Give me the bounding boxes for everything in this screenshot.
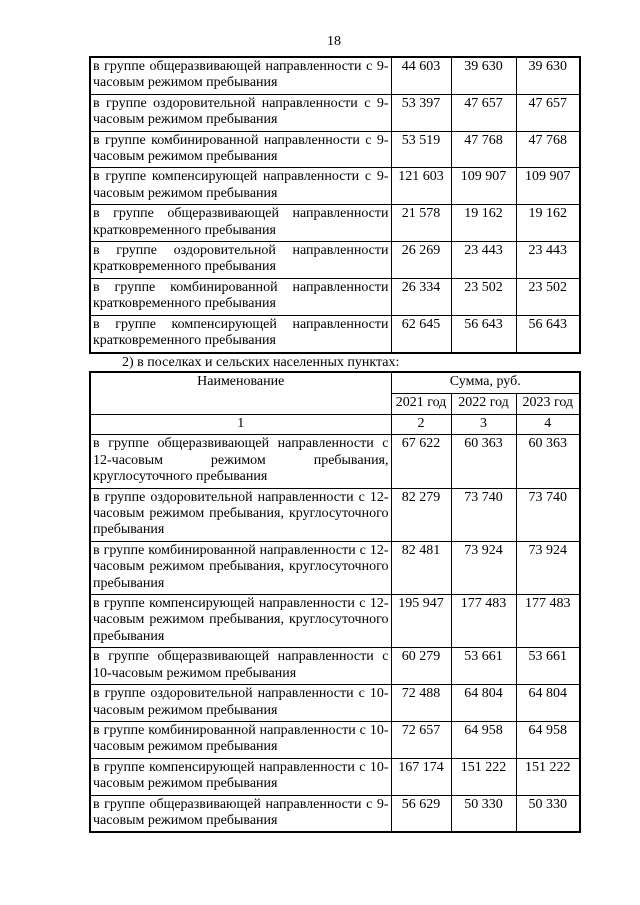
- table-row: [90, 94, 580, 131]
- column-number-row: [90, 415, 580, 435]
- table-row: [90, 57, 580, 94]
- column-header-year-2022: 2022 год: [451, 394, 516, 415]
- value-cell-2023: 64 958: [516, 721, 580, 758]
- value-cell-2021: 72 488: [391, 685, 451, 722]
- column-header-year-2023: 2023 год: [516, 394, 580, 415]
- name-cell: в группе общеразвивающей направленности кратковременного пребывания: [90, 205, 391, 242]
- value-cell-2021: 56 629: [391, 795, 451, 832]
- value-cell-2021: 26 269: [391, 242, 451, 279]
- value-cell-2022: 19 162: [451, 205, 516, 242]
- value-cell-2022: 177 483: [451, 595, 516, 648]
- name-cell: в группе общеразвивающей направленности с 9-часовым режимом пребывания: [90, 795, 391, 832]
- value-cell-2021: 167 174: [391, 758, 451, 795]
- value-cell-2023: 177 483: [516, 595, 580, 648]
- value-cell-2023: 64 804: [516, 685, 580, 722]
- value-cell-2021: 60 279: [391, 648, 451, 685]
- value-cell-2022: 50 330: [451, 795, 516, 832]
- value-cell-2023: 53 661: [516, 648, 580, 685]
- table-row: [90, 595, 580, 648]
- value-cell-2023: 19 162: [516, 205, 580, 242]
- value-cell-2022: 73 924: [451, 541, 516, 594]
- column-number: 1: [90, 415, 391, 435]
- value-cell-2023: 23 443: [516, 242, 580, 279]
- value-cell-2022: 56 643: [451, 315, 516, 352]
- table-row: [90, 242, 580, 279]
- name-cell: в группе общеразвивающей направленности с 9-часовым режимом пребывания: [90, 57, 391, 94]
- value-cell-2021: 82 481: [391, 541, 451, 594]
- column-number: 3: [451, 415, 516, 435]
- value-cell-2022: 47 768: [451, 131, 516, 168]
- name-cell: в группе компенсирующей направленности с 12-часовым режимом пребывания, круглосуточного пребывания: [90, 595, 391, 648]
- value-cell-2023: 23 502: [516, 278, 580, 315]
- value-cell-2022: 47 657: [451, 94, 516, 131]
- value-cell-2021: 53 519: [391, 131, 451, 168]
- value-cell-2022: 64 958: [451, 721, 516, 758]
- value-cell-2022: 151 222: [451, 758, 516, 795]
- column-number: 4: [516, 415, 580, 435]
- name-cell: в группе компенсирующей направленности с 9-часовым режимом пребывания: [90, 168, 391, 205]
- value-cell-2023: 109 907: [516, 168, 580, 205]
- name-cell: в группе оздоровительной направленности с 10-часовым режимом пребывания: [90, 685, 391, 722]
- value-cell-2022: 23 443: [451, 242, 516, 279]
- name-cell: в группе общеразвивающей направленности с 12-часовым режимом пребывания, круглосуточного пребывания: [90, 435, 391, 488]
- value-cell-2022: 39 630: [451, 57, 516, 94]
- value-cell-2021: 21 578: [391, 205, 451, 242]
- table-row: [90, 648, 580, 685]
- name-cell: в группе комбинированной направленности с 9-часовым режимом пребывания: [90, 131, 391, 168]
- table-header-row: [90, 372, 580, 394]
- value-cell-2023: 47 657: [516, 94, 580, 131]
- table-row: [90, 278, 580, 315]
- page-number: 18: [327, 34, 341, 49]
- table-row: [90, 131, 580, 168]
- value-cell-2023: 73 924: [516, 541, 580, 594]
- tariff-table-rural: [89, 371, 581, 833]
- value-cell-2022: 53 661: [451, 648, 516, 685]
- table-row: [90, 795, 580, 832]
- value-cell-2022: 73 740: [451, 488, 516, 541]
- value-cell-2023: 73 740: [516, 488, 580, 541]
- value-cell-2021: 62 645: [391, 315, 451, 352]
- value-cell-2021: 82 279: [391, 488, 451, 541]
- column-header-name: Наименование: [90, 372, 391, 415]
- table-row: [90, 488, 580, 541]
- name-cell: в группе компенсирующей направленности с 10-часовым режимом пребывания: [90, 758, 391, 795]
- value-cell-2021: 26 334: [391, 278, 451, 315]
- column-number: 2: [391, 415, 451, 435]
- name-cell: в группе комбинированной направленности кратковременного пребывания: [90, 278, 391, 315]
- value-cell-2023: 50 330: [516, 795, 580, 832]
- value-cell-2023: 60 363: [516, 435, 580, 488]
- value-cell-2023: 39 630: [516, 57, 580, 94]
- name-cell: в группе оздоровительной направленности кратковременного пребывания: [90, 242, 391, 279]
- value-cell-2021: 195 947: [391, 595, 451, 648]
- table-row: [90, 721, 580, 758]
- name-cell: в группе общеразвивающей направленности с 10-часовым режимом пребывания: [90, 648, 391, 685]
- value-cell-2023: 56 643: [516, 315, 580, 352]
- name-cell: в группе оздоровительной направленности с 9-часовым режимом пребывания: [90, 94, 391, 131]
- name-cell: в группе комбинированной направленности с 12-часовым режимом пребывания, круглосуточного пребывания: [90, 541, 391, 594]
- column-header-sum: Сумма, руб.: [391, 372, 580, 394]
- value-cell-2023: 47 768: [516, 131, 580, 168]
- section-heading: 2) в поселках и сельских населенных пунктах:: [122, 354, 400, 370]
- value-cell-2021: 44 603: [391, 57, 451, 94]
- name-cell: в группе компенсирующей направленности кратковременного пребывания: [90, 315, 391, 352]
- value-cell-2022: 60 363: [451, 435, 516, 488]
- value-cell-2023: 151 222: [516, 758, 580, 795]
- value-cell-2021: 121 603: [391, 168, 451, 205]
- table-row: [90, 435, 580, 488]
- value-cell-2021: 53 397: [391, 94, 451, 131]
- table-row: [90, 685, 580, 722]
- name-cell: в группе комбинированной направленности с 10-часовым режимом пребывания: [90, 721, 391, 758]
- table-row: [90, 205, 580, 242]
- table-row: [90, 758, 580, 795]
- name-cell: в группе оздоровительной направленности с 12-часовым режимом пребывания, круглосуточного пребывания: [90, 488, 391, 541]
- value-cell-2021: 67 622: [391, 435, 451, 488]
- table-row: [90, 315, 580, 352]
- column-header-year-2021: 2021 год: [391, 394, 451, 415]
- value-cell-2022: 23 502: [451, 278, 516, 315]
- tariff-table-city: [89, 56, 581, 354]
- table-row: [90, 168, 580, 205]
- value-cell-2021: 72 657: [391, 721, 451, 758]
- value-cell-2022: 109 907: [451, 168, 516, 205]
- table-row: [90, 541, 580, 594]
- value-cell-2022: 64 804: [451, 685, 516, 722]
